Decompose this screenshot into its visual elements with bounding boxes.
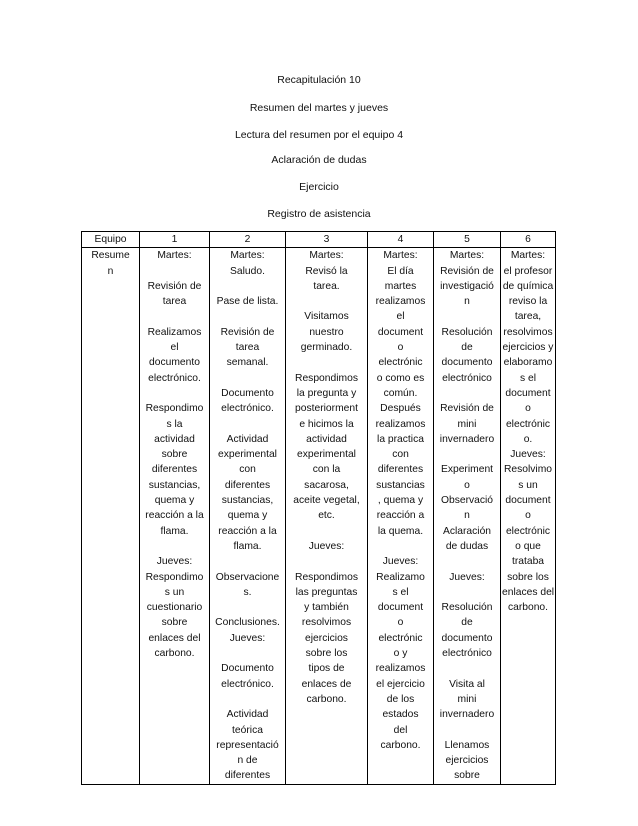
cell-text-line	[435, 585, 499, 600]
cell-text-line: tarea	[235, 342, 260, 354]
cell-text-line	[435, 661, 499, 676]
cell-text-line: invernadero	[439, 709, 495, 721]
column-header: 3	[286, 232, 368, 248]
cell-text-line	[211, 554, 284, 569]
cell-text-line: electrónic	[378, 357, 423, 369]
cell-text-line: investigació	[440, 280, 494, 292]
cell-text-line: la pregunta y	[296, 387, 357, 399]
cell-text-line: electrónic	[505, 525, 551, 537]
cell-text-line: sobre	[454, 770, 480, 782]
cell-text-line	[211, 692, 284, 707]
team-1-cell	[140, 248, 210, 784]
cell-text-line: Respondimos	[295, 571, 358, 583]
cell-text-line: etc.	[318, 510, 335, 522]
cell-text-line: experimental	[218, 449, 277, 461]
cell-text-line: Jueves:	[382, 556, 419, 568]
cell-text-line: Resolvimo	[503, 464, 553, 476]
cell-text-line: o	[397, 617, 404, 629]
cell-text-line	[287, 355, 366, 370]
cell-text-line: Martes:	[309, 250, 344, 262]
cell-text-line: Martes:	[383, 250, 418, 262]
cell-text-line: electrónico.	[221, 678, 274, 690]
cell-text-line: el ejercicio	[376, 678, 425, 690]
cell-text-line: diferentes	[224, 770, 271, 782]
cell-text-line: o.	[523, 433, 533, 445]
cell-text-line	[141, 264, 208, 279]
cell-text-line: e hicimos la	[299, 418, 354, 430]
cell-text-line: enlaces de	[301, 678, 352, 690]
cell-text-line: el	[396, 311, 405, 323]
cell-text-line: reviso la	[508, 296, 548, 308]
cell-text-line: común.	[383, 387, 418, 399]
cell-text-line	[141, 386, 208, 401]
cell-text-line: n	[107, 265, 114, 277]
cell-text-line: s el	[519, 372, 537, 384]
cell-text-line: Martes:	[157, 250, 192, 262]
cell-text-line: reacción a la	[145, 510, 204, 522]
team-6-cell	[501, 248, 556, 784]
team-2-cell	[210, 248, 286, 784]
cell-text-line: enlaces del	[148, 632, 201, 644]
cell-text-line: las preguntas	[295, 586, 358, 598]
cell-text-line: flama.	[233, 540, 262, 552]
cell-text-line: Llenamos	[444, 739, 490, 751]
cell-text-line: con	[239, 464, 256, 476]
cell-text-line: Martes:	[449, 250, 485, 262]
cell-text-line: ejercicios	[445, 755, 489, 767]
cell-text-line	[211, 371, 284, 386]
cell-text-line	[211, 309, 284, 324]
cell-text-line: Realizamos	[147, 326, 202, 338]
cell-text-line	[435, 309, 499, 324]
cell-text-line: realizamos	[375, 663, 426, 675]
cell-text-line: con	[392, 449, 409, 461]
cell-text-line: la practica	[377, 433, 424, 445]
cell-text-line: o que	[515, 540, 541, 552]
column-header: 1	[140, 232, 210, 248]
cell-text-line: Resolución	[441, 602, 493, 614]
cell-text-line: Conclusiones.	[215, 617, 280, 629]
cell-text-line: Revisión de	[220, 326, 275, 338]
cell-text-line: resolvimos	[503, 326, 553, 338]
team-3-cell	[286, 248, 368, 784]
cell-text-line	[369, 539, 432, 554]
cell-text-line	[211, 600, 284, 615]
cell-text-line: sobre	[161, 449, 188, 461]
cell-text-line: Visita al	[449, 678, 485, 690]
team-4-cell	[368, 248, 434, 784]
cell-text-line: Documento	[221, 387, 274, 399]
cell-text-line: del	[393, 724, 408, 736]
cell-text-line: Revisión de	[440, 265, 494, 277]
cell-text-line: o y	[393, 648, 408, 660]
cell-text-line: sobre los	[507, 571, 549, 583]
cell-text-line: invernadero	[439, 433, 495, 445]
cell-text-line: cuestionario	[146, 602, 203, 614]
cell-text-line: s un	[518, 479, 538, 491]
cell-text-line: carbono.	[380, 739, 421, 751]
heading-resumen: Resumen del martes y jueves	[249, 102, 389, 114]
cell-text-line: electrónic	[505, 418, 551, 430]
cell-text-line	[287, 554, 366, 569]
cell-text-line: Resume	[91, 250, 130, 262]
cell-text-line: experimental	[297, 449, 356, 461]
cell-text-line: sustancias,	[221, 495, 274, 507]
cell-text-line: documento	[441, 632, 493, 644]
cell-text-line: Visitamos	[304, 311, 349, 323]
cell-text-line: s un	[164, 586, 185, 598]
heading-aclaracion: Aclaración de dudas	[271, 154, 367, 166]
cell-text-line: o	[464, 479, 470, 491]
cell-text-line: diferentes	[151, 464, 198, 476]
cell-text-line: ejercicios y	[502, 342, 554, 354]
cell-text-line: y también	[304, 602, 349, 614]
cell-text-line: tarea.	[313, 280, 340, 292]
team-5-cell	[434, 248, 501, 784]
column-header: 5	[434, 232, 501, 248]
cell-text-line: de	[461, 617, 473, 629]
cell-text-line: n de	[237, 755, 258, 767]
cell-text-line: representació	[216, 739, 279, 751]
cell-text-line: Después	[380, 403, 421, 415]
cell-text-line: carbono.	[507, 602, 549, 614]
cell-text-line	[287, 524, 366, 539]
cell-text-line: Saludo.	[230, 265, 265, 277]
cell-text-line: enlaces del	[502, 586, 555, 598]
cell-text-line: Documento	[221, 663, 274, 675]
cell-text-line: con la	[312, 464, 341, 476]
cell-text-line: actividad	[306, 433, 347, 445]
cell-text-line: sustancias,	[148, 479, 201, 491]
cell-text-line: Pase de lista.	[216, 296, 279, 308]
table-row	[82, 248, 556, 784]
cell-text-line: realizamos	[375, 418, 426, 430]
cell-text-line	[211, 646, 284, 661]
cell-text-line	[287, 294, 366, 309]
cell-text-line: electrónico.	[221, 403, 274, 415]
cell-text-line: tipos de	[308, 663, 345, 675]
cell-text-line: actividad	[154, 433, 195, 445]
cell-text-line: documento	[441, 357, 493, 369]
cell-text-line: el profesor	[503, 265, 553, 277]
cell-text-line: de química	[502, 280, 554, 292]
cell-text-line: s el	[392, 586, 409, 598]
cell-text-line	[211, 417, 284, 432]
heading-ejercicio: Ejercicio	[299, 181, 339, 193]
cell-text-line	[141, 539, 208, 554]
cell-text-line	[141, 309, 208, 324]
cell-text-line: electrónic	[378, 632, 423, 644]
cell-text-line: quema y	[154, 495, 195, 507]
cell-text-line: El día	[387, 265, 414, 277]
cell-text-line: nuestro	[309, 326, 344, 338]
column-header: 4	[368, 232, 434, 248]
cell-text-line: s.	[243, 586, 252, 598]
cell-text-line: resolvimos	[301, 617, 352, 629]
summary-table	[81, 231, 556, 785]
cell-text-line: Jueves:	[449, 571, 485, 583]
cell-text-line: , quema y	[377, 495, 424, 507]
cell-text-line: o como es	[376, 372, 425, 384]
cell-text-line: Aclaración	[442, 525, 492, 537]
heading-recapitulacion: Recapitulación 10	[277, 74, 361, 86]
cell-text-line	[435, 723, 499, 738]
cell-text-line: sobre	[161, 617, 188, 629]
cell-text-line: s la	[166, 418, 183, 430]
cell-text-line: realizamos	[375, 296, 426, 308]
cell-text-line: diferentes	[377, 464, 424, 476]
cell-text-line: Jueves:	[156, 556, 193, 568]
cell-text-line: o	[525, 403, 531, 415]
cell-text-line: Jueves:	[308, 540, 345, 552]
cell-text-line: Actividad	[226, 433, 269, 445]
cell-text-line: Revisó la	[305, 265, 348, 277]
cell-text-line: sobre los	[305, 648, 348, 660]
cell-text-line: Martes:	[230, 250, 265, 262]
cell-text-line: Respondimo	[145, 403, 204, 415]
cell-text-line: Revisión de	[147, 280, 202, 292]
cell-text-line: el	[170, 342, 179, 354]
cell-text-line: estados	[382, 709, 419, 721]
cell-text-line: aceite vegetal,	[293, 495, 360, 507]
cell-text-line: reacción a la	[218, 525, 277, 537]
cell-text-line: Experiment	[440, 464, 494, 476]
cell-text-line	[435, 447, 499, 462]
cell-text-line: o	[525, 510, 531, 522]
cell-text-line: tarea,	[514, 311, 542, 323]
cell-text-line: document	[377, 326, 424, 338]
heading-lectura: Lectura del resumen por el equipo 4	[234, 129, 404, 141]
cell-text-line: mini	[457, 693, 477, 705]
cell-text-line: carbono.	[306, 693, 347, 705]
cell-text-line: sustancias	[376, 479, 425, 491]
cell-text-line: posteriorment	[295, 403, 358, 415]
cell-text-line: la quema.	[377, 525, 424, 537]
cell-text-line: Jueves:	[510, 449, 546, 461]
cell-text-line	[435, 386, 499, 401]
cell-text-line: Resolución	[441, 326, 493, 338]
cell-text-line: martes	[384, 280, 417, 292]
column-header: 2	[210, 232, 286, 248]
cell-text-line: semanal.	[226, 357, 269, 369]
cell-text-line: Revisión de	[440, 403, 494, 415]
cell-text-line: sacarosa,	[304, 479, 349, 491]
cell-text-line: Observació	[440, 495, 494, 507]
cell-text-line: carbono.	[154, 648, 195, 660]
column-header: Equipo	[82, 232, 140, 248]
cell-text-line: Jueves:	[229, 632, 266, 644]
cell-text-line: mini	[457, 418, 477, 430]
cell-text-line: electrónico	[442, 648, 492, 660]
cell-text-line: Respondimos	[295, 372, 358, 384]
heading-registro: Registro de asistencia	[267, 208, 371, 220]
cell-text-line: Respondimo	[145, 571, 204, 583]
cell-text-line: quema y	[227, 510, 268, 522]
cell-text-line: Observacione	[215, 571, 280, 583]
column-header: 6	[501, 232, 556, 248]
cell-text-line: Actividad	[226, 709, 269, 721]
cell-text-line: teórica	[232, 724, 263, 736]
cell-text-line: Martes:	[510, 250, 546, 262]
cell-text-line: de dudas	[445, 540, 489, 552]
cell-text-line: de	[461, 342, 473, 354]
cell-text-line: electrónico	[442, 372, 492, 384]
cell-text-line: diferentes	[224, 479, 271, 491]
cell-text-line: document	[377, 602, 424, 614]
cell-text-line: n	[464, 296, 470, 308]
table-header-row	[82, 232, 556, 248]
cell-text-line: germinado.	[300, 342, 353, 354]
cell-text-line: document	[505, 495, 551, 507]
cell-text-line: electrónico.	[148, 372, 201, 384]
cell-text-line	[211, 279, 284, 294]
cell-text-line: document	[505, 387, 551, 399]
cell-text-line: Realizamo	[376, 571, 425, 583]
cell-text-line: ejercicios	[305, 632, 348, 644]
cell-text-line: documento	[149, 357, 200, 369]
cell-text-line: reacción a	[376, 510, 425, 522]
cell-text-line: flama.	[160, 525, 189, 537]
cell-text-line: o	[397, 342, 404, 354]
cell-text-line: tarea	[162, 296, 187, 308]
cell-text-line: de los	[386, 693, 415, 705]
cell-text-line: trataba	[511, 556, 545, 568]
cell-text-line	[435, 554, 499, 569]
cell-text-line: n	[464, 510, 470, 522]
row-label-cell	[82, 248, 140, 784]
cell-text-line: elaboramo	[503, 357, 553, 369]
